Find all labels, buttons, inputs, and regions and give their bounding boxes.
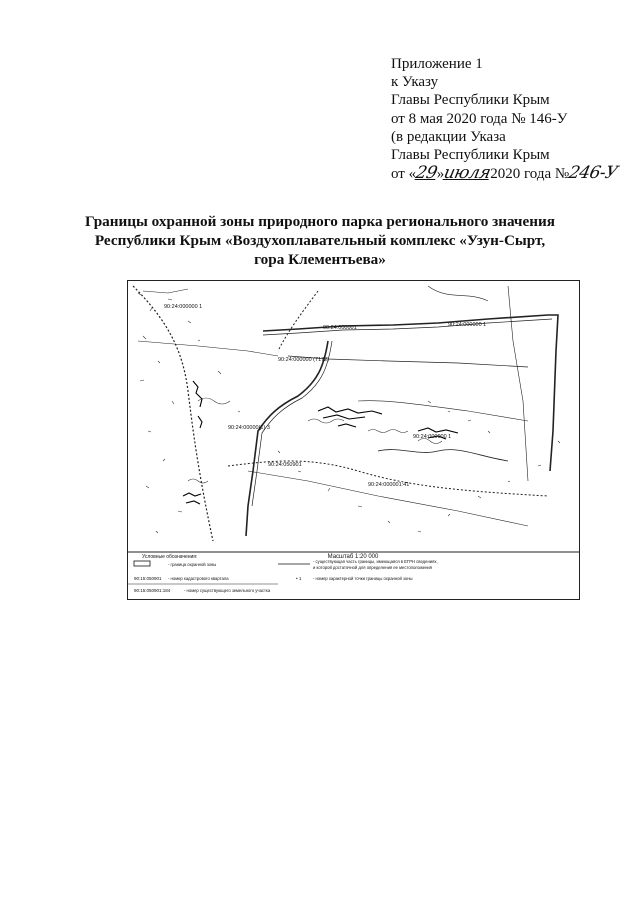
legend-code: 90:15:050901:184 (134, 588, 171, 593)
handwritten-number: 246-У (567, 163, 620, 184)
date-year: 2020 года № (490, 166, 570, 183)
road-line (133, 286, 213, 541)
legend-item: и которой достаточной для определения ее местоположения (313, 565, 433, 570)
legend-item: - граница охранной зоны (168, 562, 217, 567)
cadastral-map (127, 280, 580, 600)
legend-heading: Условные обозначения: (142, 554, 198, 560)
parcel-label: 90:24:000001 (323, 325, 357, 331)
legend-code: 90:15:050901 (134, 576, 162, 581)
parcel-label: 90:24:00000(1) 3 (228, 425, 270, 431)
protection-zone-boundary (246, 341, 328, 536)
hatched-areas (183, 381, 458, 504)
map-legend (128, 552, 579, 593)
handwritten-month: июля (442, 163, 493, 184)
title-line: гора Клементьева» (254, 251, 386, 268)
parcel-label: 90:24:000000 1 (413, 434, 452, 440)
appendix-line: Главы Республики Крым (391, 92, 550, 109)
parcel-label: 90:24:000000 1 (448, 322, 487, 328)
legend-item: - номер характерной точки границы охранной зоны (313, 576, 413, 581)
appendix-line: Главы Республики Крым (391, 147, 550, 164)
protection-zone-boundary (263, 315, 558, 471)
handwritten-day: 29 (414, 163, 439, 184)
parcel-label: 90:24:050901 (268, 462, 302, 468)
appendix-date-line (391, 164, 631, 183)
parcel-label: 90:24:000000 1 (164, 304, 203, 310)
date-prefix: от « (391, 166, 417, 183)
map-scale: Масштаб 1:20 000 (327, 554, 379, 560)
legend-item: - номер кадастрового квартала (168, 576, 229, 581)
road-line (278, 291, 318, 351)
document-title (40, 212, 600, 269)
legend-item: - существующая часть границы, имеющаяся в ЕГРН сведениях, (313, 559, 438, 564)
legend-swatch (134, 561, 150, 566)
appendix-line: (в редакции Указа (391, 128, 506, 145)
date-mid: » (436, 166, 445, 183)
appendix-line: Приложение 1 (391, 56, 483, 72)
legend-item: - номер существующего земельного участка (184, 588, 271, 593)
title-line: Границы охранной зоны природного парка регионального значения (85, 213, 555, 230)
appendix-line: от 8 мая 2020 года № 146-У (391, 110, 568, 127)
parcel-labels (164, 304, 486, 488)
appendix-line: к Указу (391, 74, 439, 91)
appendix-block (391, 55, 631, 183)
parcel-label: 90:24:000000 (7172) (278, 357, 330, 363)
title-line: Республики Крым «Воздухоплавательный комплекс «Узун-Сырт, (94, 232, 546, 249)
parcel-label: 90:24:000001:41 (368, 482, 410, 488)
legend-code: • 1 (296, 576, 302, 581)
